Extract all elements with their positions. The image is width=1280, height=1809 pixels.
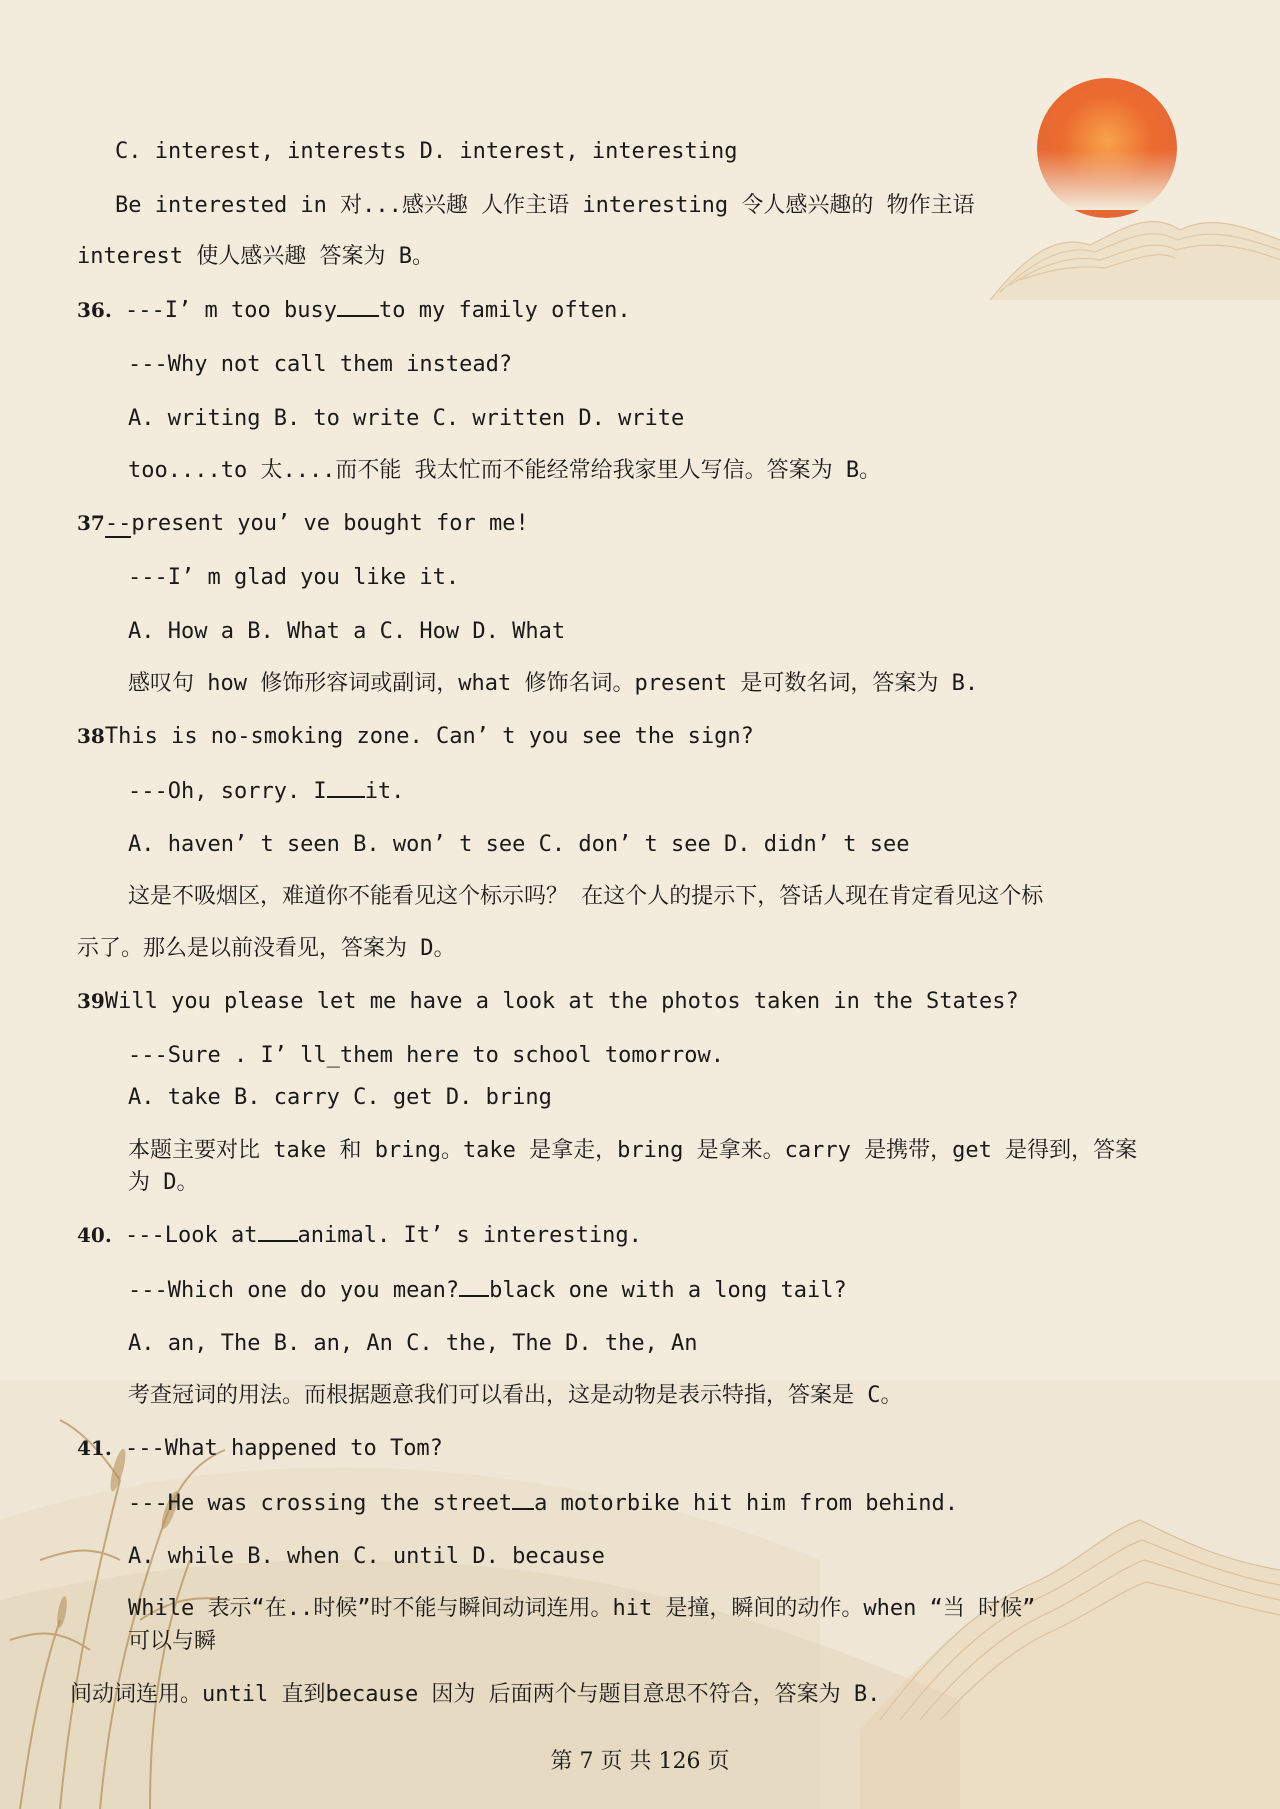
fill-blank bbox=[337, 295, 379, 317]
question-40: 40. ---Look at animal. It’ s interesting. bbox=[77, 1220, 642, 1251]
answer-options: C. interest, interests D. interest, interesting bbox=[115, 139, 738, 164]
question-number: 36. bbox=[77, 298, 112, 322]
question-number: 38 bbox=[77, 724, 105, 748]
dialogue-line: ---He was crossing the street a motorbike hit him from behind. bbox=[128, 1488, 958, 1519]
question-number: 37 bbox=[77, 511, 105, 535]
explanation-line: 示了。那么是以前没看见，答案为 D。 bbox=[77, 936, 456, 961]
question-41: 41. ---What happened to Tom? bbox=[77, 1436, 443, 1461]
answer-options: A. writing B. to write C. written D. write bbox=[128, 406, 685, 431]
explanation-line: 为 D。 bbox=[128, 1170, 199, 1195]
explanation-line: 可以与瞬 bbox=[128, 1629, 217, 1654]
answer-options: A. while B. when C. until D. because bbox=[128, 1544, 605, 1569]
page-footer: 第 7 页 共 126 页 bbox=[550, 1749, 730, 1774]
dialogue-line: ---Why not call them instead? bbox=[128, 352, 513, 377]
question-38: 38This is no-smoking zone. Can’ t you see the sign? bbox=[77, 724, 754, 749]
dialogue-line: ---Oh, sorry. I it. bbox=[128, 776, 404, 807]
explanation-line: 这是不吸烟区，难道你不能看见这个标示吗？ 在这个人的提示下，答话人现在肯定看见这个标 bbox=[128, 884, 1044, 909]
fill-blank bbox=[512, 1488, 534, 1510]
explanation-line: too....to 太....而不能 我太忙而不能经常给我家里人写信。答案为 B。 bbox=[128, 458, 882, 483]
fill-blank: -- bbox=[104, 511, 132, 536]
fill-blank bbox=[327, 776, 365, 798]
explanation-line: 间动词连用。until 直到because 因为 后面两个与题目意思不符合，答案为 B. bbox=[70, 1682, 881, 1707]
answer-options: A. haven’ t seen B. won’ t see C. don’ t see D. didn’ t see bbox=[128, 832, 910, 857]
dialogue-line: ---I’ m glad you like it. bbox=[128, 565, 460, 590]
answer-options: A. an, The B. an, An C. the, The D. the, An bbox=[128, 1331, 698, 1356]
answer-options: A. take B. carry C. get D. bring bbox=[128, 1085, 552, 1110]
question-36: 36. ---I’ m too busy to my family often. bbox=[77, 295, 631, 326]
question-37: 37--present you’ ve bought for me! bbox=[77, 511, 529, 536]
explanation-line: 本题主要对比 take 和 bring。take 是拿走，bring 是拿来。carry 是携带，get 是得到，答案 bbox=[128, 1138, 1138, 1163]
question-39: 39Will you please let me have a look at the photos taken in the States? bbox=[77, 989, 1019, 1014]
fill-blank bbox=[258, 1220, 298, 1242]
explanation-line: Be interested in 对...感兴趣 人作主语 interesting 令人感兴趣的 物作主语 bbox=[115, 193, 975, 218]
question-number: 40. bbox=[77, 1223, 112, 1247]
explanation-line: 考查冠词的用法。而根据题意我们可以看出，这是动物是表示特指，答案是 C。 bbox=[128, 1383, 903, 1408]
dialogue-line: ---Which one do you mean? black one with a long tail? bbox=[128, 1275, 847, 1306]
fill-blank bbox=[459, 1275, 489, 1297]
explanation-line: interest 使人感兴趣 答案为 B。 bbox=[77, 244, 434, 269]
answer-options: A. How a B. What a C. How D. What bbox=[128, 619, 566, 644]
explanation-line: 感叹句 how 修饰形容词或副词，what 修饰名词。present 是可数名词，答案为 B. bbox=[128, 671, 979, 696]
question-number: 39 bbox=[77, 989, 105, 1013]
explanation-line: While 表示“在..时候”时不能与瞬间动词连用。hit 是撞，瞬间的动作。when “当 时候” bbox=[128, 1596, 1036, 1621]
question-number: 41. bbox=[77, 1436, 112, 1460]
dialogue-line: ---Sure . I’ ll_them here to school tomorrow. bbox=[128, 1043, 725, 1068]
